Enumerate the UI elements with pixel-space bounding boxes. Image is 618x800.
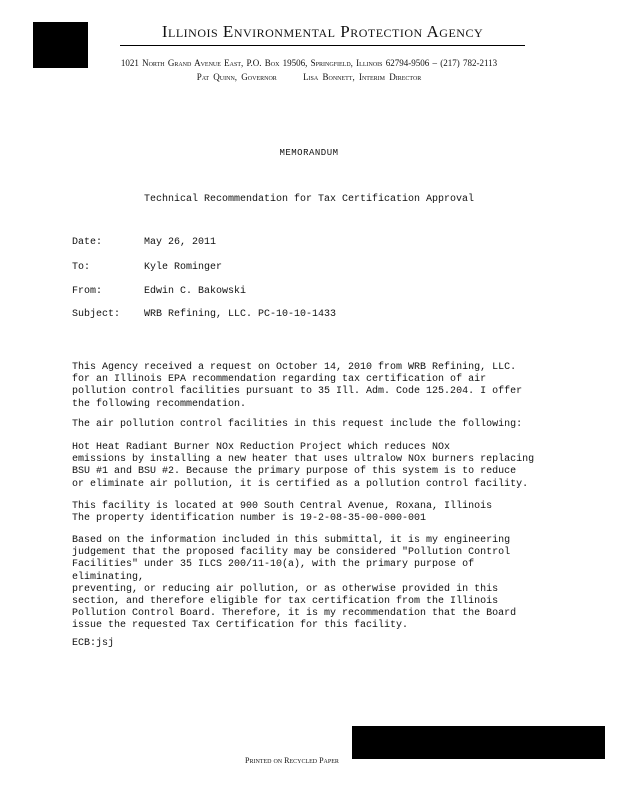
letterhead-rule — [120, 45, 525, 46]
from-value: Edwin C. Bakowski — [144, 286, 247, 297]
governor-name: Pat Quinn, Governor — [196, 72, 277, 82]
footer-black-bar — [352, 726, 605, 759]
field-from — [72, 286, 246, 297]
body-paragraph-facilities-intro: The air pollution control facilities in this request include the following: — [72, 419, 523, 430]
agency-name: Illinois Environmental Protection Agency — [161, 22, 484, 41]
agency-address: 1021 North Grand Avenue East, P.O. Box 19506, Springfield, Illinois 62794-9506 – (217) 782-2113 — [120, 58, 498, 68]
memo-label: MEMORANDUM — [279, 148, 339, 158]
date-value: May 26, 2011 — [144, 237, 217, 248]
subject-label: Subject: — [72, 309, 121, 320]
director-name: Lisa Bonnett, Interim Director — [303, 72, 422, 82]
author-initials: ECB:jsj — [72, 638, 115, 649]
body-paragraph-location: This facility is located at 900 South Central Avenue, Roxana, Illinois The property identification number is 19-2-08-35-00-000-001 — [72, 501, 493, 525]
body-paragraph-request: This Agency received a request on October 14, 2010 from WRB Refining, LLC. for an Illinois EPA recommendation regarding tax certification of air pollution control facilities pursuant to 35 Ill. Adm. Code 125.204. I offer the following recommendation. — [72, 362, 523, 410]
memo-title: Technical Recommendation for Tax Certification Approval — [143, 194, 475, 205]
subject-value: WRB Refining, LLC. PC-10-10-1433 — [144, 309, 337, 320]
field-subject — [72, 309, 336, 320]
to-label: To: — [72, 262, 91, 273]
date-label: Date: — [72, 237, 103, 248]
recycled-paper-note: Printed on Recycled Paper — [245, 756, 339, 765]
field-to — [72, 262, 222, 273]
field-date — [72, 237, 216, 248]
body-paragraph-recommendation: Based on the information included in this submittal, it is my engineering judgement that the proposed facility may be considered "Pollution Control Facilities" under 35 ILCS 200/11-10(a), with the primary purpose of eliminating, preventing, or reducing air pollution, or as otherwise provided in this section, and therefore eligible for tax certification from the Illinois Pollution Control Board. Therefore, it is my recommendation that the Board issue the requested Tax Certification for this facility. — [72, 535, 517, 632]
to-value: Kyle Rominger — [144, 262, 223, 273]
from-label: From: — [72, 286, 103, 297]
agency-officials — [0, 72, 618, 82]
body-paragraph-facility-description: Hot Heat Radiant Burner NOx Reduction Project which reduces NOx emissions by installing a new heater that uses ultralow NOx burners replacing BSU #1 and BSU #2. Because the primary purpose of this system is to reduce or eliminate air pollution, it is certified as a pollution control facility. — [72, 442, 535, 490]
